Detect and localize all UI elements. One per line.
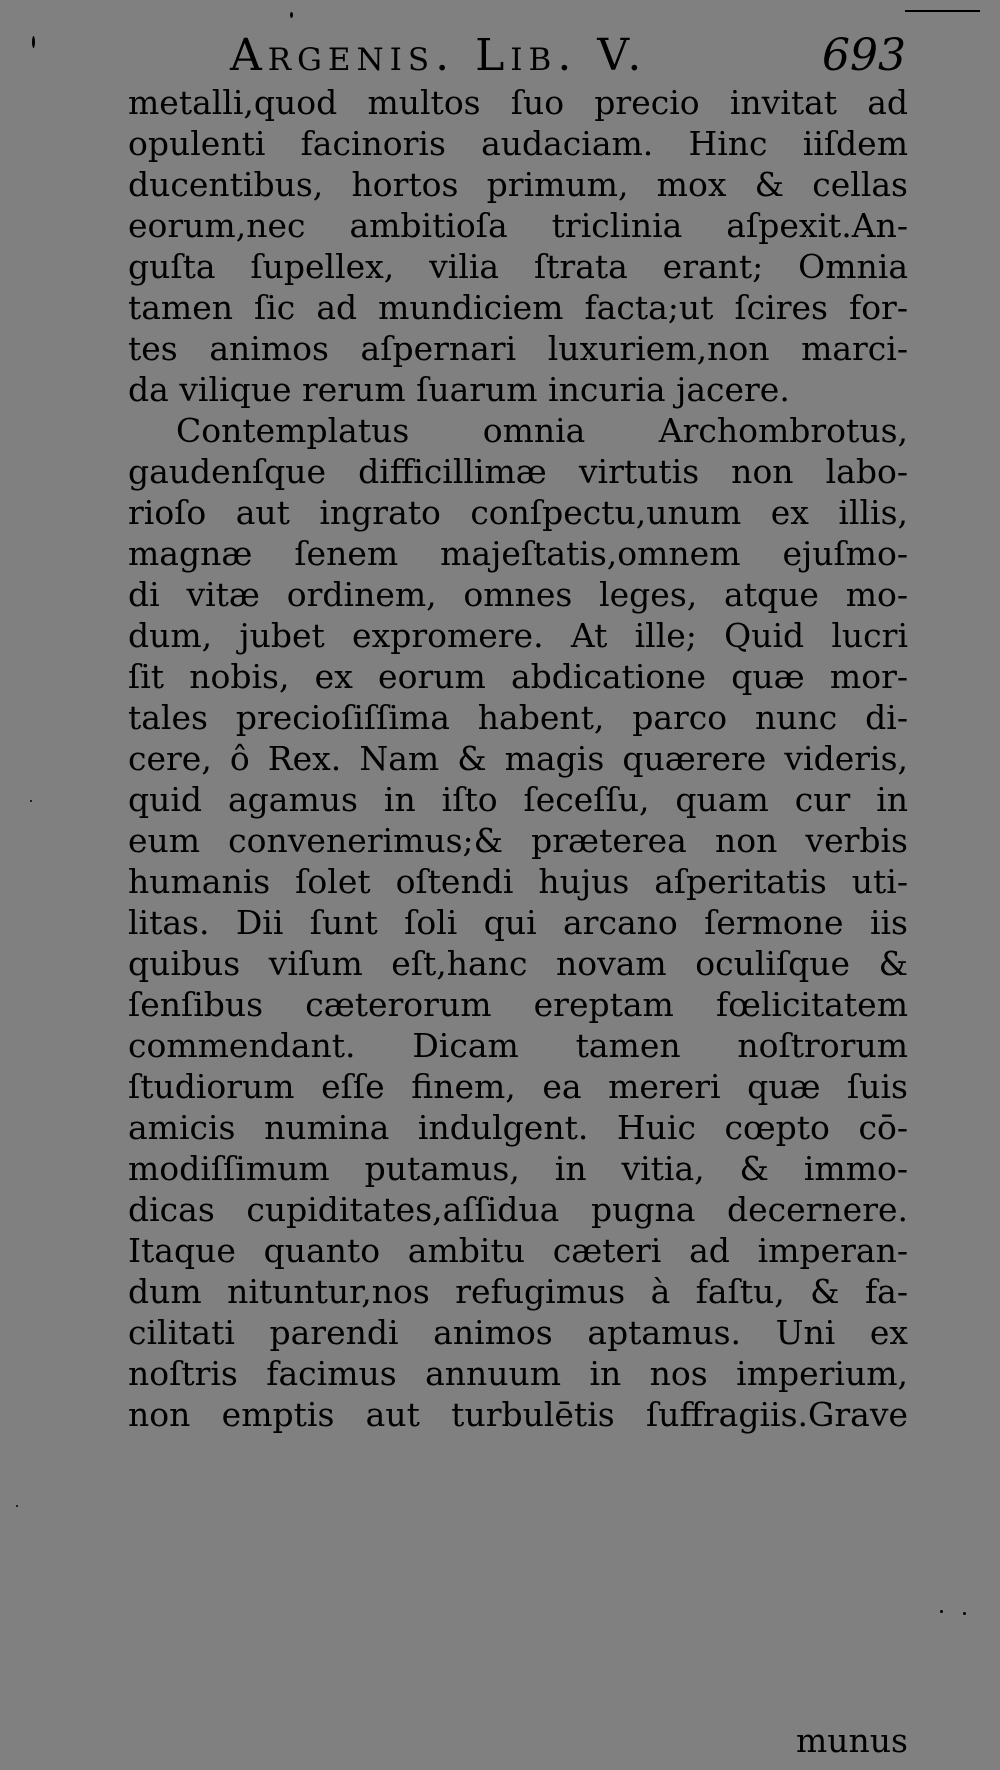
text-line: tamen ſic ad mundiciem facta;ut ſcires for-: [128, 288, 908, 327]
ink-speck: [290, 12, 293, 18]
ink-speck: [30, 800, 32, 802]
text-line: metalli,quod multos ſuo precio invitat ad: [128, 83, 908, 122]
text-line: tes animos aſpernari luxuriem,non marci-: [128, 329, 908, 368]
text-line: amicis numina indulgent. Huic cœpto cō-: [128, 1108, 908, 1147]
text-line: ſtudiorum eſſe finem, ea mereri quæ ſuis: [128, 1067, 908, 1106]
text-line: litas. Dii ſunt ſoli qui arcano ſermone iis: [128, 903, 908, 942]
page-number: 693: [822, 30, 906, 81]
text-line: da vilique rerum ſuarum incuria jacere.: [128, 370, 790, 409]
ink-speck: [16, 1505, 18, 1507]
text-line: di vitæ ordinem, omnes leges, atque mo-: [128, 575, 908, 614]
text-line: noſtris facimus annuum in nos imperium,: [128, 1354, 908, 1393]
text-line: cere, ô Rex. Nam & magis quærere videris,: [128, 739, 908, 778]
text-line: modiſſimum putamus, in vitia, & immo-: [128, 1149, 908, 1188]
text-line: Itaque quanto ambitu cæteri ad imperan-: [128, 1231, 908, 1270]
text-line: ſit nobis, ex eorum abdicatione quæ mor-: [128, 657, 908, 696]
text-line: humanis ſolet oſtendi hujus aſperitatis uti-: [128, 862, 908, 901]
text-line: opulenti facinoris audaciam. Hinc iiſdem: [128, 124, 908, 163]
text-line: quid agamus in iſto ſeceſſu, quam cur in: [128, 780, 908, 819]
text-line: eorum,nec ambitioſa triclinia aſpexit.An-: [128, 206, 908, 245]
text-line: rioſo aut ingrato conſpectu,unum ex illis,: [128, 493, 908, 532]
catchword: munus: [796, 1721, 908, 1760]
text-line: guſta ſupellex, vilia ſtrata erant; Omnia: [128, 247, 908, 286]
text-line: dum nituntur,nos refugimus à faſtu, & fa-: [128, 1272, 908, 1311]
ink-speck: [963, 1612, 966, 1615]
ink-speck: [32, 36, 35, 48]
text-line: tales precioſiſſima habent, parco nunc di-: [128, 698, 908, 737]
text-line: Contemplatus omnia Archombrotus,: [176, 411, 908, 450]
body-text: [128, 82, 908, 1435]
text-line: gaudenſque difficillimæ virtutis non labo-: [128, 452, 908, 491]
text-line: ſenſibus cæterorum ereptam fœlicitatem: [128, 985, 908, 1024]
text-line: dum, jubet expromere. At ille; Quid lucri: [128, 616, 908, 655]
text-line: magnæ ſenem majeſtatis,omnem ejuſmo-: [128, 534, 908, 573]
text-line: commendant. Dicam tamen noſtrorum: [128, 1026, 908, 1065]
ink-speck: [940, 1610, 943, 1613]
running-head: Argenis. Lib. V.: [230, 30, 648, 81]
text-line: eum convenerimus;& præterea non verbis: [128, 821, 908, 860]
text-line: cilitati parendi animos aptamus. Uni ex: [128, 1313, 908, 1352]
text-line: ducentibus, hortos primum, mox & cellas: [128, 165, 908, 204]
text-line: quibus viſum eſt,hanc novam oculiſque &: [128, 944, 908, 983]
text-line: non emptis aut turbulētis ſuffragiis.Grave: [128, 1395, 908, 1434]
margin-mark: [905, 10, 980, 12]
page-header: [230, 30, 920, 90]
text-line: dicas cupiditates,aſſidua pugna decernere.: [128, 1190, 908, 1229]
